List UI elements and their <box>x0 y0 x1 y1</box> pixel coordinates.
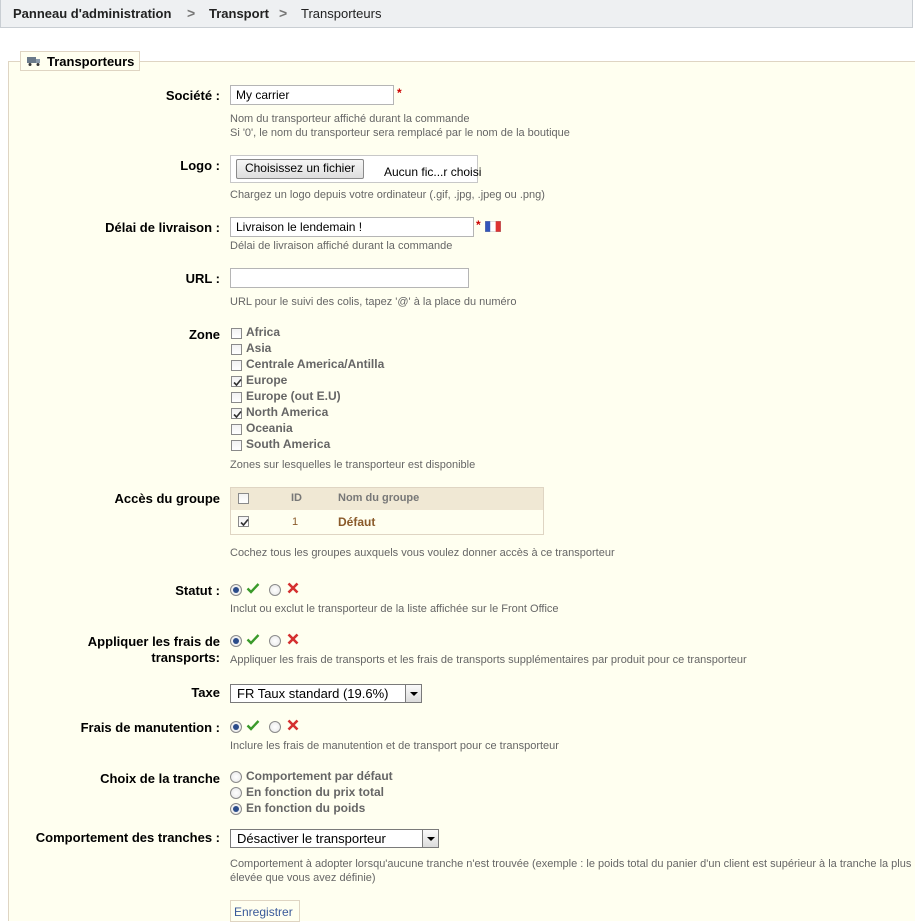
zone-checkbox-checked[interactable] <box>231 408 242 419</box>
zone-checkbox[interactable] <box>231 328 242 339</box>
url-input[interactable] <box>230 268 469 288</box>
check-green-icon <box>246 718 260 732</box>
range-weight-radio[interactable] <box>230 803 242 815</box>
name-label: Société : <box>165 88 220 103</box>
logo-label: Logo : <box>180 158 220 173</box>
group-table <box>230 487 544 535</box>
breadcrumb-separator: > <box>279 5 288 21</box>
zone-label-central-america: Centrale America/Antilla <box>246 357 385 371</box>
url-label: URL : <box>185 271 220 286</box>
zone-label-south-america: South America <box>246 437 331 451</box>
logo-file-input[interactable] <box>230 155 482 183</box>
group-id-cell: 1 <box>292 516 299 528</box>
chevron-down-icon[interactable] <box>405 685 421 702</box>
no-file-text: Aucun fic...r choisi <box>384 165 482 179</box>
chevron-down-icon[interactable] <box>422 830 438 847</box>
save-button[interactable]: Enregistrer <box>230 900 300 922</box>
zone-label-africa: Africa <box>246 325 281 339</box>
status-help: Inclut ou exclut le transporteur de la liste affichée sur le Front Office <box>230 603 559 615</box>
french-flag-icon[interactable] <box>485 221 501 232</box>
status-disabled-radio[interactable] <box>269 584 281 596</box>
range-option-weight: En fonction du poids <box>246 801 366 815</box>
logo-help: Chargez un logo depuis votre ordinateur (.gif, .jpg, .jpeg ou .png) <box>230 189 545 201</box>
range-behavior-label: Comportement des tranches : <box>35 830 220 845</box>
zone-checkbox-checked[interactable] <box>231 376 242 387</box>
zone-label-europe-out-eu: Europe (out E.U) <box>246 389 341 403</box>
handling-label: Frais de manutention : <box>80 720 220 735</box>
handling-enabled-radio[interactable] <box>230 721 242 733</box>
select-all-groups-checkbox[interactable] <box>238 493 249 504</box>
range-behavior-help-1: Comportement à adopter lorsqu'aucune tranche n'est trouvée (exemple : le poids total du panier d'un client est supérieur à la tranche la plus <box>230 858 912 870</box>
shipping-fees-help: Appliquer les frais de transports et les frais de transports supplémentaires par produit pour ce transporteur <box>230 654 747 666</box>
check-green-icon <box>246 581 260 595</box>
breadcrumb-item-transport[interactable]: Transport <box>209 6 269 21</box>
zone-checkbox[interactable] <box>231 344 242 355</box>
tax-label: Taxe <box>191 685 220 700</box>
cross-red-icon <box>286 581 300 595</box>
zone-label-asia: Asia <box>246 341 272 355</box>
zone-label-oceania: Oceania <box>246 421 293 435</box>
tax-selected-value: FR Taux standard (19.6%) <box>237 686 389 701</box>
checkmark-icon <box>232 409 243 420</box>
group-name-cell: Défaut <box>338 515 376 529</box>
zone-checkbox[interactable] <box>231 424 242 435</box>
fieldset-legend-text: Transporteurs <box>47 54 135 69</box>
group-access-label: Accès du groupe <box>114 491 220 506</box>
shipping-fees-enabled-radio[interactable] <box>230 635 242 647</box>
zone-label-europe: Europe <box>246 373 288 387</box>
shipping-fees-disabled-radio[interactable] <box>269 635 281 647</box>
status-label: Statut : <box>175 583 220 598</box>
breadcrumb-separator: > <box>187 5 196 21</box>
shipping-fees-label: Appliquer les frais de transports: <box>87 634 220 665</box>
choose-file-button[interactable]: Choisissez un fichier <box>236 159 364 179</box>
fieldset-legend <box>20 51 140 71</box>
zone-checkbox[interactable] <box>231 360 242 371</box>
zone-checkbox[interactable] <box>231 440 242 451</box>
breadcrumb-item-carriers: Transporteurs <box>301 6 382 21</box>
range-label: Choix de la tranche <box>100 771 220 786</box>
truck-icon <box>27 56 41 66</box>
checkmark-icon <box>232 377 243 388</box>
name-help-2: Si '0', le nom du transporteur sera remplacé par le nom de la boutique <box>230 127 570 139</box>
column-header-group-name: Nom du groupe <box>338 492 420 504</box>
cross-red-icon <box>286 632 300 646</box>
url-help: URL pour le suivi des colis, tapez '@' à la place du numéro <box>230 296 517 308</box>
delay-label: Délai de livraison : <box>105 220 220 235</box>
handling-disabled-radio[interactable] <box>269 721 281 733</box>
name-input[interactable]: My carrier <box>230 85 394 105</box>
range-behavior-help-2: élevée que vous avez définie) <box>230 872 376 884</box>
tax-select[interactable] <box>230 684 422 703</box>
check-green-icon <box>246 632 260 646</box>
range-option-default: Comportement par défaut <box>246 769 393 783</box>
required-mark: * <box>476 218 481 232</box>
delay-input[interactable]: Livraison le lendemain ! <box>230 217 474 237</box>
breadcrumb-item-admin[interactable]: Panneau d'administration <box>13 6 172 21</box>
breadcrumb <box>0 0 913 28</box>
range-default-radio[interactable] <box>230 771 242 783</box>
handling-help: Inclure les frais de manutention et de transport pour ce transporteur <box>230 740 559 752</box>
group-checkbox-checked[interactable] <box>238 516 249 527</box>
zone-label-north-america: North America <box>246 405 329 419</box>
group-access-help: Cochez tous les groupes auxquels vous voulez donner accès à ce transporteur <box>230 547 615 559</box>
range-behavior-selected-value: Désactiver le transporteur <box>237 831 386 846</box>
cross-red-icon <box>286 718 300 732</box>
range-price-radio[interactable] <box>230 787 242 799</box>
zone-label: Zone <box>188 327 220 342</box>
range-behavior-select[interactable] <box>230 829 439 848</box>
column-header-id: ID <box>291 492 302 504</box>
delay-help: Délai de livraison affiché durant la commande <box>230 240 453 252</box>
zone-help: Zones sur lesquelles le transporteur est disponible <box>230 459 476 471</box>
zone-checkbox[interactable] <box>231 392 242 403</box>
status-enabled-radio[interactable] <box>230 584 242 596</box>
name-help-1: Nom du transporteur affiché durant la commande <box>230 113 470 125</box>
checkmark-icon <box>239 517 250 528</box>
range-option-price: En fonction du prix total <box>246 785 384 799</box>
required-mark: * <box>397 86 402 100</box>
